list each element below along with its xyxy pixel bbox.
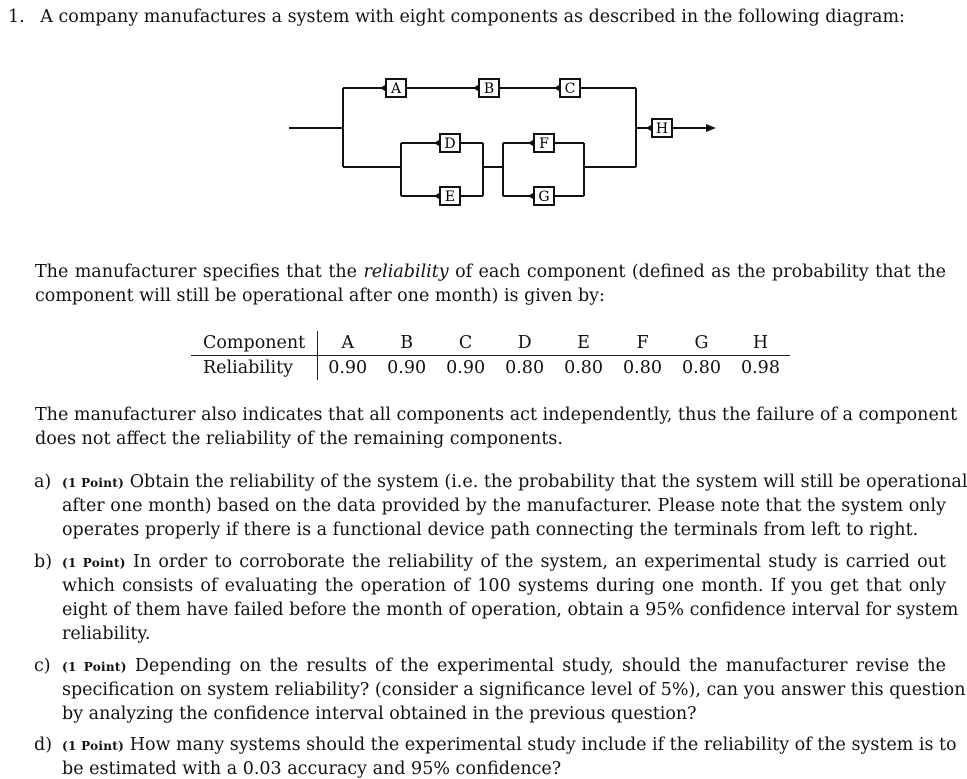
item-c-line-2: specification on system reliability? (consider a significance level of 5%), can you answer this question	[62, 680, 966, 700]
reliability-table	[191, 331, 790, 380]
component-a	[386, 79, 406, 97]
item-b-line-2: which consists of evaluating the operation of 100 systems during one month. If you get that only	[62, 576, 946, 596]
item-d-points: (1 Point)	[62, 739, 125, 753]
item-b-line-1	[62, 552, 946, 572]
table-cell: E	[554, 331, 613, 356]
component-b	[479, 79, 499, 97]
item-a-text: Obtain the reliability of the system (i.e. the probability that the system will still be operational	[129, 472, 967, 492]
table-cell: 0.80	[505, 358, 545, 378]
item-b-line-3: eight of them have failed before the month of operation, obtain a 95% confidence interval for system	[62, 600, 959, 620]
row-label-reliability: Reliability	[191, 356, 318, 381]
item-d-line-1	[62, 735, 957, 755]
question-intro: A company manufactures a system with eight components as described in the following diagram:	[40, 7, 905, 27]
table-header-row	[191, 331, 790, 356]
item-a-line-1	[62, 472, 967, 492]
item-b-line-4: reliability.	[62, 624, 151, 644]
component-d-label: D	[444, 136, 456, 152]
item-b-text: In order to corroborate the reliability of the system, an experimental study is carried out	[133, 552, 946, 572]
row-label-component: Component	[191, 331, 318, 356]
paragraph-2-line-1: The manufacturer also indicates that all components act independently, thus the failure of a component	[35, 405, 958, 425]
item-a-label: a)	[34, 472, 52, 492]
item-c-text: Depending on the results of the experimental study, should the manufacturer revise the	[134, 656, 946, 676]
component-e	[440, 187, 460, 205]
table-cell: 0.80	[564, 358, 604, 378]
item-d-label: d)	[34, 735, 53, 755]
paragraph-2-line-2: does not affect the reliability of the remaining components.	[35, 429, 563, 449]
table-cell: H	[731, 331, 790, 356]
component-h	[652, 119, 672, 137]
component-c	[560, 79, 580, 97]
item-d-text: How many systems should the experimental study include if the reliability of the system is to	[129, 735, 957, 755]
diagram-wires	[289, 88, 706, 196]
component-g	[534, 187, 554, 205]
component-g-label: G	[538, 189, 550, 205]
table-cell: 0.80	[623, 358, 663, 378]
paragraph-1-line-1	[35, 262, 946, 282]
item-c-line-1	[62, 656, 946, 676]
item-b-label: b)	[34, 552, 53, 572]
item-c-line-3: by analyzing the confidence interval obtained in the previous question?	[62, 704, 697, 724]
component-d	[440, 134, 460, 152]
item-a-points: (1 Point)	[62, 476, 125, 490]
table-cell: A	[318, 331, 377, 356]
item-b-points: (1 Point)	[62, 556, 126, 570]
question-number: 1.	[8, 7, 25, 27]
table-cell: G	[672, 331, 731, 356]
table-cell: 0.90	[328, 358, 368, 378]
component-f-label: F	[539, 136, 549, 152]
table-cell: C	[436, 331, 495, 356]
table-cell: D	[495, 331, 554, 356]
paragraph-1-line-2: component will still be operational after one month) is given by:	[35, 286, 605, 306]
component-a-label: A	[390, 81, 402, 97]
component-b-label: B	[483, 81, 495, 97]
component-h-label: H	[655, 121, 669, 137]
table-row	[191, 356, 790, 381]
table-cell: 0.80	[682, 358, 721, 378]
p1-text-before: The manufacturer specifies that the	[35, 262, 358, 282]
p1-italic-term: reliability	[363, 262, 449, 282]
item-c-points: (1 Point)	[62, 660, 127, 674]
table-cell: 0.90	[387, 358, 427, 378]
p1-text-after: of each component (defined as the probability that the	[455, 262, 946, 282]
table-cell: 0.98	[740, 358, 780, 378]
item-a-line-3: operates properly if there is a functional device path connecting the terminals from left to right.	[62, 520, 919, 540]
table-cell: 0.90	[446, 358, 486, 378]
component-c-label: C	[564, 81, 576, 97]
component-f	[534, 134, 554, 152]
component-e-label: E	[444, 189, 456, 205]
table-cell: F	[613, 331, 672, 356]
item-c-label: c)	[34, 656, 51, 676]
item-a-line-2: after one month) based on the data provided by the manufacturer. Please note that the system only	[62, 496, 946, 516]
table-cell: B	[377, 331, 436, 356]
output-arrow	[706, 124, 716, 132]
item-d-line-2: be estimated with a 0.03 accuracy and 95% confidence?	[62, 759, 562, 779]
